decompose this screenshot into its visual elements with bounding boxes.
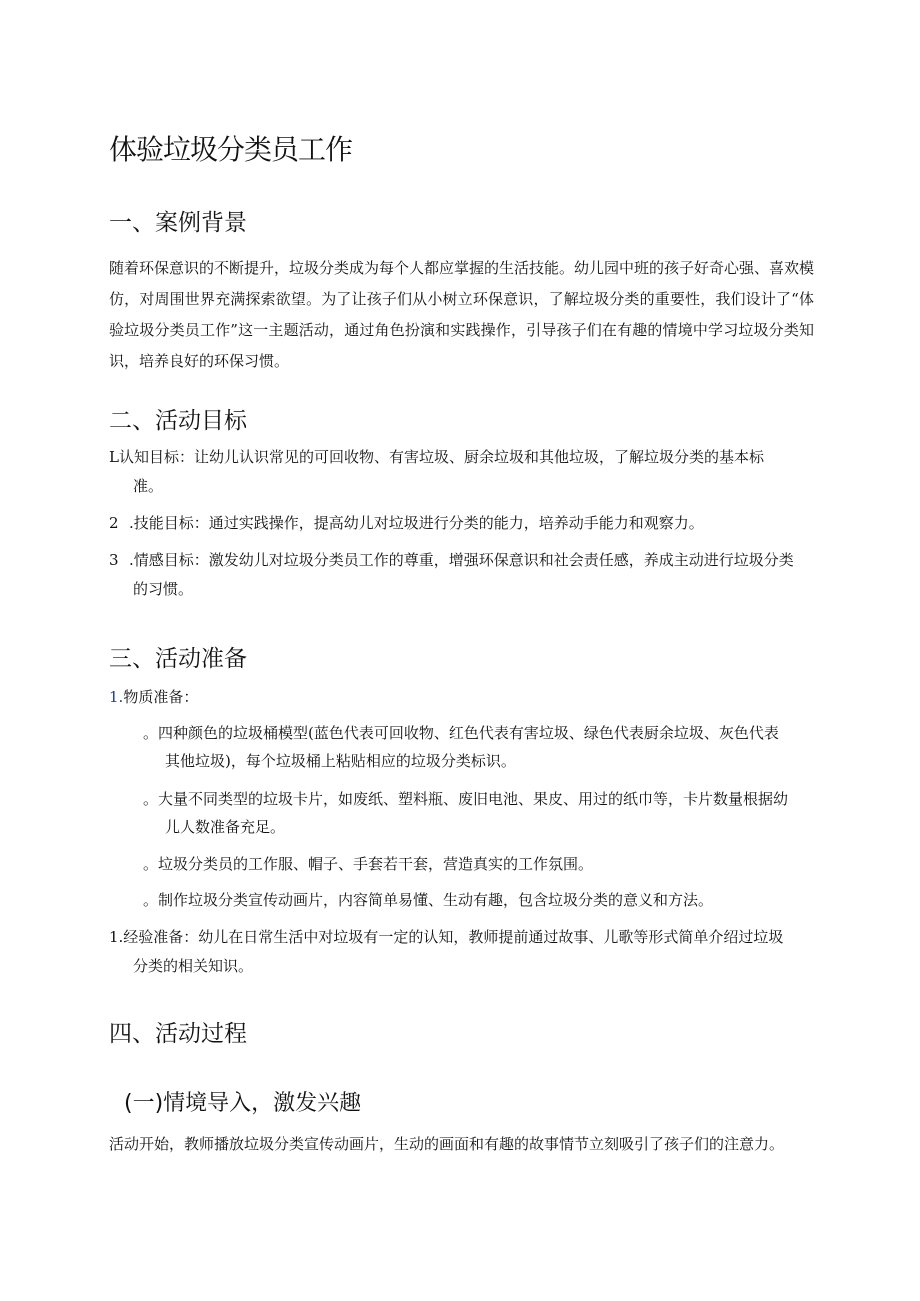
prep-bullet-bins-line1: 。四种颜色的垃圾桶模型(蓝色代表可回收物、红色代表有害垃圾、绿色代表厨余垃圾、灰色代表 xyxy=(143,724,779,742)
prep-material xyxy=(109,686,198,708)
goal-emotion-line2: 的习惯。 xyxy=(133,580,194,598)
goal-skill xyxy=(109,512,704,534)
prep-bullet-cards-line2: 儿人数准备充足。 xyxy=(165,818,286,836)
goal-skill-text: .技能目标：通过实践操作，提高幼儿对垃圾进行分类的能力，培养动手能力和观察力。 xyxy=(129,514,704,532)
prep-bullet-uniform: 。垃圾分类员的工作服、帽子、手套若干套，营造真实的工作氛围。 xyxy=(143,855,594,873)
process-intro-text: 活动开始，教师播放垃圾分类宣传动画片，生动的画面和有趣的故事情节立刻吸引了孩子们的注意力。 xyxy=(109,1135,785,1153)
section-heading-process: 四、活动过程 xyxy=(109,1021,247,1047)
goal-cognitive-line2: 准。 xyxy=(133,477,164,495)
prep-bullet-bins-line2: 其他垃圾)，每个垃圾桶上粘贴相应的垃圾分类标识。 xyxy=(165,752,516,770)
goal-emotion-line1 xyxy=(109,549,794,571)
prep-bullet-cards-line1: 。大量不同类型的垃圾卡片，如废纸、塑料瓶、废旧电池、果皮、用过的纸巾等，卡片数量根据幼 xyxy=(143,790,789,808)
goal-emotion-number: 3 xyxy=(109,551,119,569)
section-heading-goals: 二、活动目标 xyxy=(109,408,247,434)
prep-bullet-animation: 。制作垃圾分类宣传动画片，内容简单易懂、生动有趣，包含垃圾分类的意义和方法。 xyxy=(143,891,714,909)
page-title: 体验垃圾分类员工作 xyxy=(109,133,353,166)
prep-experience-line1: 1.经验准备：幼儿在日常生活中对垃圾有一定的认知，教师提前通过故事、儿歌等形式简单介绍过垃圾 xyxy=(109,928,784,946)
goal-emotion-text: .情感目标：激发幼儿对垃圾分类员工作的尊重，增强环保意识和社会责任感，养成主动进行垃圾分类 xyxy=(129,551,794,569)
goal-skill-number: 2 xyxy=(109,514,119,532)
prep-material-text: 物质准备： xyxy=(123,688,199,706)
background-paragraph: 随着环保意识的不断提升，垃圾分类成为每个人都应掌握的生活技能。幼儿园中班的孩子好奇心强、喜欢模仿，对周围世界充满探索欲望。为了让孩子们从小树立环保意识，了解垃圾分类的重要性，我们设计了“体验垃圾分类员工作”这一主题活动，通过角色扮演和实践操作，引导孩子们在有趣的情境中学习垃圾分类知识，培养良好的环保习惯。 xyxy=(109,259,815,370)
prep-experience-line2: 分类的相关知识。 xyxy=(133,957,254,975)
goal-cognitive-line1: L认知目标：让幼儿认识常见的可回收物、有害垃圾、厨余垃圾和其他垃圾，了解垃圾分类的基本标 xyxy=(109,448,764,466)
prep-material-number: 1. xyxy=(109,688,124,706)
section-heading-preparation: 三、活动准备 xyxy=(109,646,247,672)
section-heading-background: 一、案例背景 xyxy=(109,210,247,236)
subsection-heading-intro: (一)情境导入，激发兴趣 xyxy=(124,1091,362,1116)
